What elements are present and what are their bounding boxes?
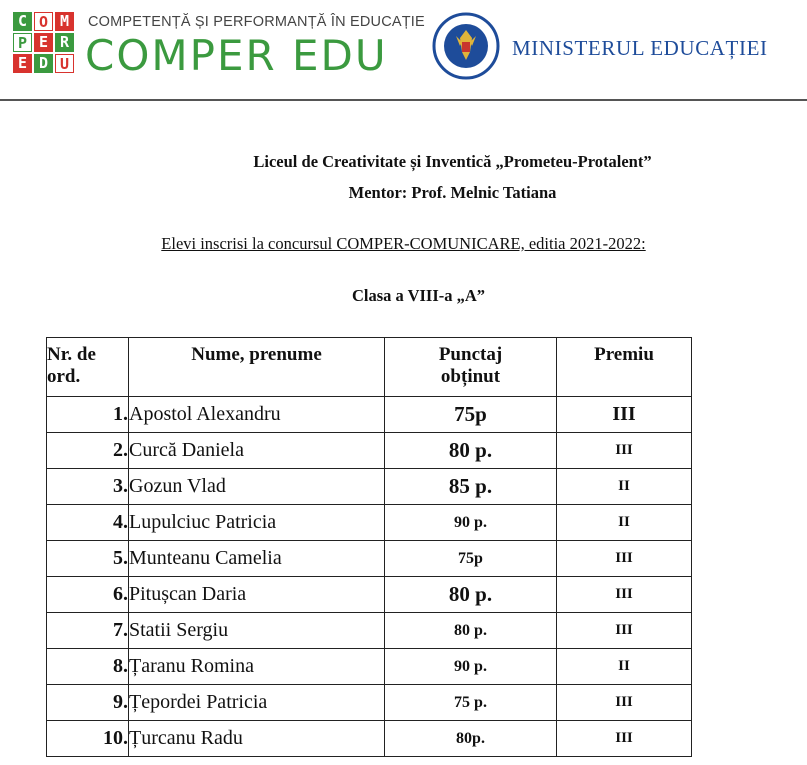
student-prize: II [557,649,692,685]
column-header-prize: Premiu [557,338,692,397]
enrolled-heading: Elevi inscrisi la concursul COMPER-COMUNICARE, editia 2021-2022: [161,234,646,253]
government-seal-icon [432,12,500,80]
logo-cell: E [34,33,53,52]
row-number: 2. [47,433,129,469]
student-prize: III [557,541,692,577]
logo-cell: D [34,54,53,73]
student-prize: III [557,577,692,613]
table-row [47,397,692,433]
mentor-name: Mentor: Prof. Melnic Tatiana [348,183,557,202]
student-prize: III [557,613,692,649]
logo-cell: P [13,33,32,52]
column-header-score-line1: Punctaj [438,344,503,365]
student-name: Munteanu Camelia [129,541,385,577]
logo-cell: E [13,54,32,73]
logo-cell: U [55,54,74,73]
table-row [47,613,692,649]
row-number: 10. [47,721,129,757]
row-number: 9. [47,685,129,721]
student-score: 80 p. [385,433,557,469]
class-title: Clasa a VIII-a „A” [351,286,486,305]
logo-cell: R [55,33,74,52]
row-number: 7. [47,613,129,649]
student-prize: III [557,685,692,721]
table-header-row [47,338,692,397]
student-score: 80 p. [385,577,557,613]
logo-cell: C [13,12,32,31]
student-prize: III [557,433,692,469]
ministry-name: MINISTERUL EDUCAȚIEI [512,36,768,60]
column-header-score [385,338,557,397]
table-row [47,469,692,505]
student-name: Țaranu Romina [129,649,385,685]
school-name: Liceul de Creativitate și Inventică „Prometeu-Protalent” [253,152,652,171]
column-header-nr-line1: Nr. de [47,344,96,365]
student-name: Apostol Alexandru [129,397,385,433]
student-score: 75p [385,397,557,433]
student-prize: II [557,469,692,505]
header-divider [0,99,807,101]
table-row [47,505,692,541]
row-number: 8. [47,649,129,685]
column-header-score-line2: obținut [440,366,501,387]
student-score: 80p. [385,721,557,757]
logo-cell: M [55,12,74,31]
row-number: 1. [47,397,129,433]
student-score: 75 p. [385,685,557,721]
student-score: 90 p. [385,505,557,541]
page-header [0,0,807,100]
results-table [46,337,692,757]
column-header-nr-line2: ord. [47,366,81,387]
student-score: 75p [385,541,557,577]
row-number: 4. [47,505,129,541]
column-header-name: Nume, prenume [129,338,385,397]
row-number: 5. [47,541,129,577]
table-row [47,577,692,613]
student-name: Lupulciuc Patricia [129,505,385,541]
student-prize: III [557,397,692,433]
student-prize: II [557,505,692,541]
student-name: Pitușcan Daria [129,577,385,613]
student-score: 85 p. [385,469,557,505]
student-score: 80 p. [385,613,557,649]
table-row [47,649,692,685]
comper-logo-icon [13,12,77,76]
brand-name: COMPER EDU [85,31,388,80]
logo-cell: O [34,12,53,31]
brand-tagline: COMPETENȚĂ ȘI PERFORMANȚĂ ÎN EDUCAȚIE [88,14,425,30]
table-row [47,433,692,469]
table-row [47,721,692,757]
row-number: 3. [47,469,129,505]
student-name: Statii Sergiu [129,613,385,649]
student-name: Țepordei Patricia [129,685,385,721]
table-row [47,685,692,721]
student-prize: III [557,721,692,757]
table-row [47,541,692,577]
student-name: Gozun Vlad [129,469,385,505]
student-name: Curcă Daniela [129,433,385,469]
column-header-nr [47,338,129,397]
student-score: 90 p. [385,649,557,685]
row-number: 6. [47,577,129,613]
student-name: Țurcanu Radu [129,721,385,757]
